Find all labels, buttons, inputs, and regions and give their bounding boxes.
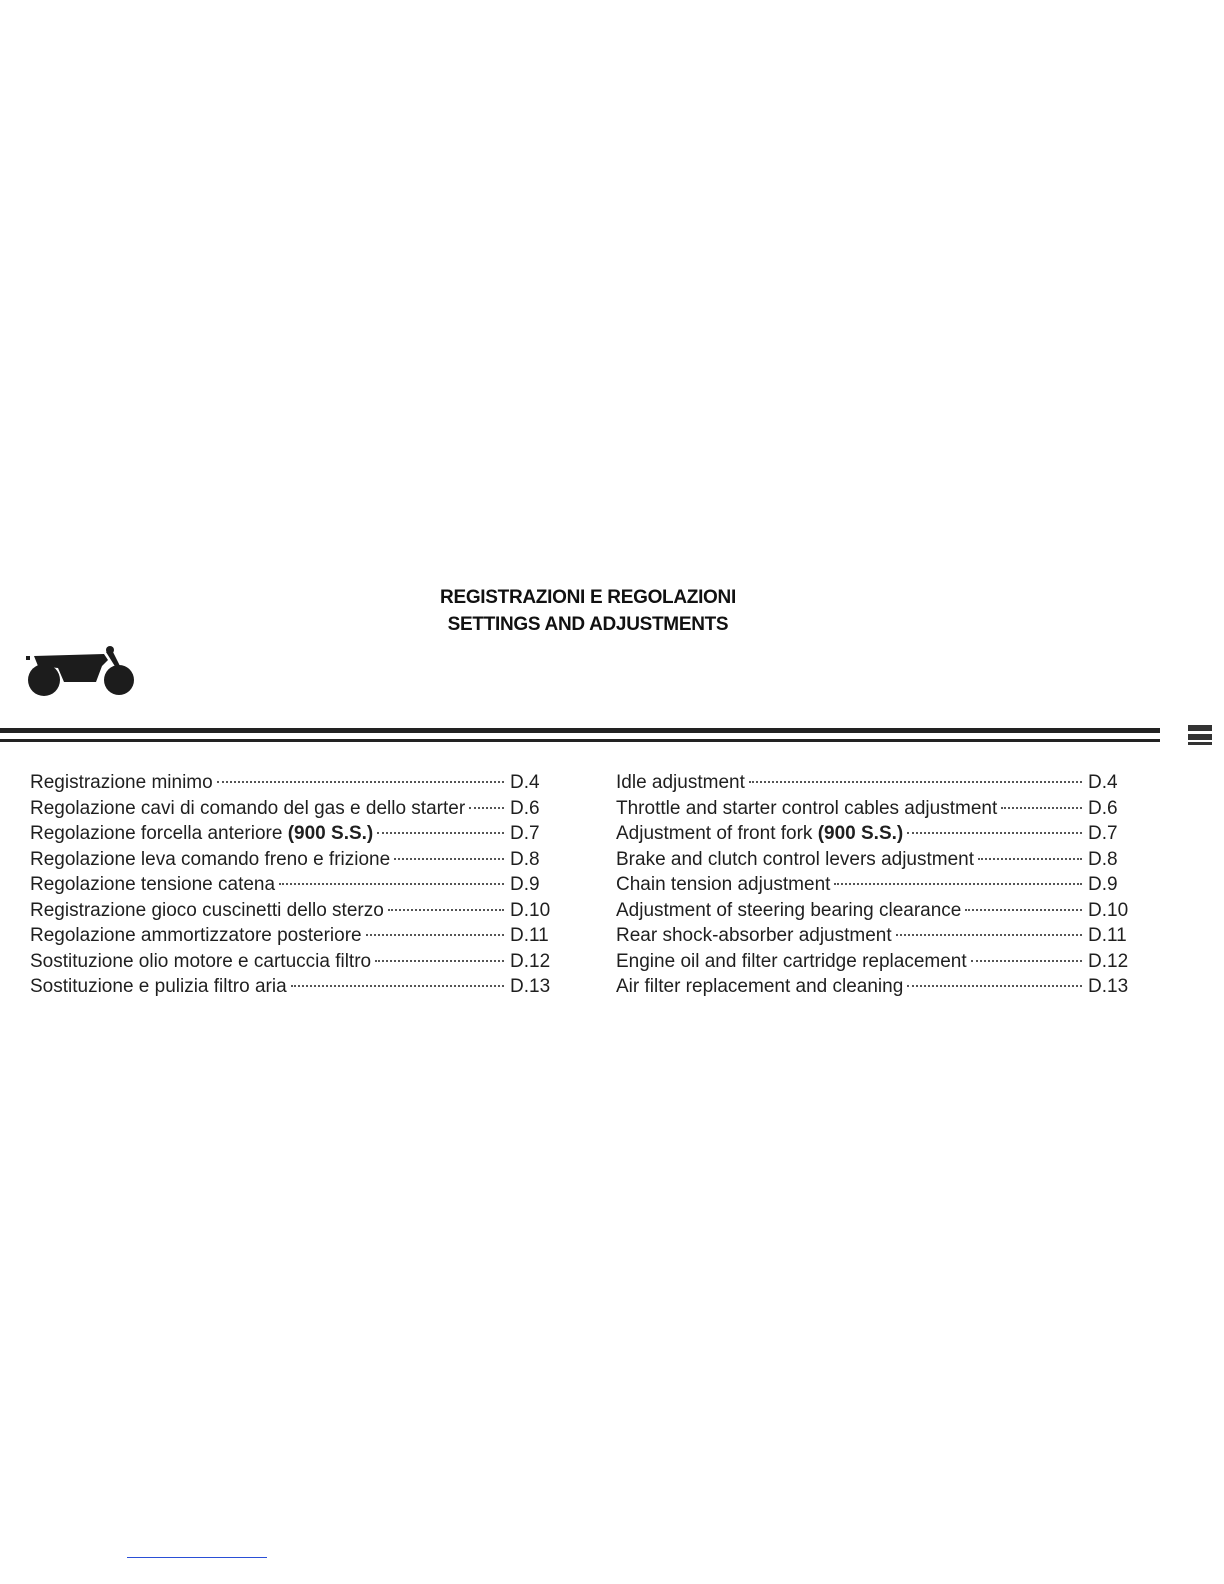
dot-leader (978, 858, 1082, 860)
toc-row[interactable] (30, 770, 558, 796)
toc-page-number: D.9 (1088, 874, 1118, 895)
section-title-english: SETTINGS AND ADJUSTMENTS (447, 614, 729, 635)
toc-entry-label: Regolazione tensione catena (30, 874, 276, 895)
toc-page-number: D.11 (1088, 925, 1127, 946)
toc-entry-label: Sostituzione olio motore e cartuccia filtro (30, 950, 372, 972)
dot-leader (965, 909, 1082, 911)
toc-entry-label: Rear shock-absorber adjustment (616, 925, 892, 946)
toc-page-number: D.7 (510, 823, 540, 844)
toc-row[interactable] (30, 796, 558, 822)
toc-row[interactable] (616, 923, 1136, 949)
toc-entry-label: Engine oil and filter cartridge replacement (616, 950, 967, 972)
toc-entry-label: Registrazione minimo (30, 772, 213, 793)
toc-page-number: D.12 (1088, 950, 1129, 972)
dot-leader (377, 832, 504, 834)
toc-entry-label: Adjustment of front fork (900 S.S.) (616, 823, 904, 844)
toc-row[interactable] (616, 821, 1136, 847)
toc-entry-label: Chain tension adjustment (616, 874, 831, 895)
dot-leader (366, 934, 504, 936)
dot-leader (291, 985, 504, 987)
dot-leader (375, 960, 504, 962)
toc-entry-label: Idle adjustment (616, 772, 745, 793)
toc-row[interactable] (616, 949, 1136, 975)
toc-entry-label: Registrazione gioco cuscinetti dello sterzo (30, 899, 384, 921)
toc-row[interactable] (616, 872, 1136, 898)
toc-page-number: D.10 (1088, 899, 1129, 921)
motorcycle-icon (24, 642, 140, 700)
toc-page-number: D.9 (510, 874, 540, 895)
divider-bottom (0, 739, 1160, 742)
toc-italian (30, 770, 558, 1000)
toc-entry-label: Brake and clutch control levers adjustment (616, 848, 975, 870)
toc-page-number: D.12 (510, 950, 551, 972)
toc-row[interactable] (30, 898, 558, 924)
toc-row[interactable] (616, 898, 1136, 924)
toc-entry-label: Air filter replacement and cleaning (616, 976, 904, 997)
toc-page-number: D.6 (510, 797, 540, 819)
toc-page-number: D.7 (1088, 823, 1118, 844)
toc-row[interactable] (30, 949, 558, 975)
dot-leader (1001, 807, 1082, 809)
toc-entry-label: Regolazione leva comando freno e frizione (30, 848, 391, 870)
toc-page-number: D.8 (1088, 848, 1118, 870)
toc-entry-label: Regolazione forcella anteriore (900 S.S.) (30, 823, 374, 844)
toc-row[interactable] (30, 821, 558, 847)
toc-entry-label: Sostituzione e pulizia filtro aria (30, 976, 287, 997)
dot-leader (971, 960, 1082, 962)
toc-english (616, 770, 1136, 1000)
dot-leader (388, 909, 504, 911)
dot-leader (469, 807, 504, 809)
toc-page-number: D.11 (510, 925, 549, 946)
toc-row[interactable] (30, 974, 558, 1000)
toc-entry-label: Throttle and starter control cables adjustment (616, 797, 998, 819)
toc-page-number: D.10 (510, 899, 551, 921)
toc-page-number: D.4 (1088, 772, 1118, 793)
section-title-italian: REGISTRAZIONI E REGOLAZIONI (440, 587, 736, 608)
toc-entry-label: Regolazione ammortizzatore posteriore (30, 925, 362, 946)
toc-page-number: D.13 (510, 976, 551, 997)
dot-leader (907, 832, 1082, 834)
toc-page-number: D.6 (1088, 797, 1118, 819)
toc-row[interactable] (616, 770, 1136, 796)
dot-leader (394, 858, 504, 860)
toc-page-number: D.4 (510, 772, 540, 793)
dot-leader (834, 883, 1082, 885)
toc-row[interactable] (30, 923, 558, 949)
dot-leader (217, 781, 504, 783)
section-title (0, 584, 1176, 638)
dot-leader (896, 934, 1082, 936)
dot-leader (749, 781, 1082, 783)
dot-leader (907, 985, 1082, 987)
toc-page-number: D.8 (510, 848, 540, 870)
toc-entry-label: Regolazione cavi di comando del gas e dello starter (30, 797, 466, 819)
toc-row[interactable] (616, 847, 1136, 873)
toc-row[interactable] (616, 974, 1136, 1000)
toc-entry-label: Adjustment of steering bearing clearance (616, 899, 962, 921)
divider-top (0, 728, 1160, 733)
toc-row[interactable] (30, 872, 558, 898)
toc-row[interactable] (30, 847, 558, 873)
dot-leader (279, 883, 504, 885)
section-tab-marker (1188, 725, 1212, 745)
page-link-underline[interactable] (127, 1557, 267, 1558)
toc-row[interactable] (616, 796, 1136, 822)
toc-page-number: D.13 (1088, 976, 1129, 997)
